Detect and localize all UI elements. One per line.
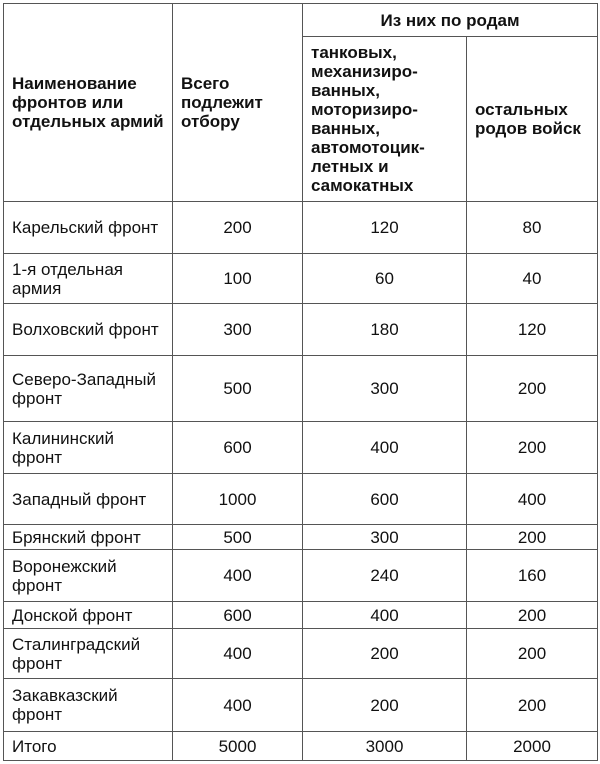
row-other: 80 [467,202,598,254]
row-tank: 180 [303,304,467,356]
row-other: 120 [467,304,598,356]
row-name: Западный фронт [4,474,173,525]
row-tank: 300 [303,525,467,550]
row-name: Воронежский фронт [4,550,173,602]
header-total: Всего подлежит отбору [173,4,303,202]
table-row [4,629,598,679]
row-total: 500 [173,525,303,550]
row-tank: 60 [303,254,467,304]
row-total: 600 [173,422,303,474]
row-tank: 200 [303,629,467,679]
row-name: Итого [4,732,173,761]
table-row [4,679,598,732]
header-other: остальных родов войск [467,37,598,202]
row-name: Калининский фронт [4,422,173,474]
row-other: 200 [467,679,598,732]
allocation-table [3,3,598,761]
row-total: 500 [173,356,303,422]
row-name: Закавказский фронт [4,679,173,732]
row-other: 200 [467,629,598,679]
row-name: Карельский фронт [4,202,173,254]
table-row [4,550,598,602]
table-row [4,254,598,304]
table-row [4,422,598,474]
row-tank: 240 [303,550,467,602]
table-row [4,474,598,525]
row-name: Брянский фронт [4,525,173,550]
row-tank: 400 [303,422,467,474]
row-tank: 3000 [303,732,467,761]
row-total: 5000 [173,732,303,761]
row-other: 400 [467,474,598,525]
row-name: Волховский фронт [4,304,173,356]
row-total: 400 [173,629,303,679]
row-tank: 300 [303,356,467,422]
table-row [4,304,598,356]
row-other: 200 [467,525,598,550]
row-other: 200 [467,356,598,422]
row-tank: 200 [303,679,467,732]
row-other: 200 [467,602,598,629]
row-other: 40 [467,254,598,304]
row-total: 200 [173,202,303,254]
row-total: 100 [173,254,303,304]
header-name: Наименование фронтов или отдельных армий [4,4,173,202]
row-name: Сталинградский фронт [4,629,173,679]
row-total: 400 [173,550,303,602]
table-row [4,356,598,422]
row-name: Донской фронт [4,602,173,629]
row-total: 1000 [173,474,303,525]
table-row [4,602,598,629]
row-tank: 120 [303,202,467,254]
row-tank: 400 [303,602,467,629]
table-row [4,202,598,254]
row-total: 400 [173,679,303,732]
row-other: 200 [467,422,598,474]
table-row [4,525,598,550]
row-other: 2000 [467,732,598,761]
row-name: 1-я отдельная армия [4,254,173,304]
row-name: Северо-Западный фронт [4,356,173,422]
header-tank: танковых, механизиро-ванных, моторизиро-ванных, автомотоцик-летных и самокатных [303,37,467,202]
table-row [4,732,598,761]
row-other: 160 [467,550,598,602]
row-total: 600 [173,602,303,629]
header-group: Из них по родам [303,4,598,37]
row-tank: 600 [303,474,467,525]
row-total: 300 [173,304,303,356]
